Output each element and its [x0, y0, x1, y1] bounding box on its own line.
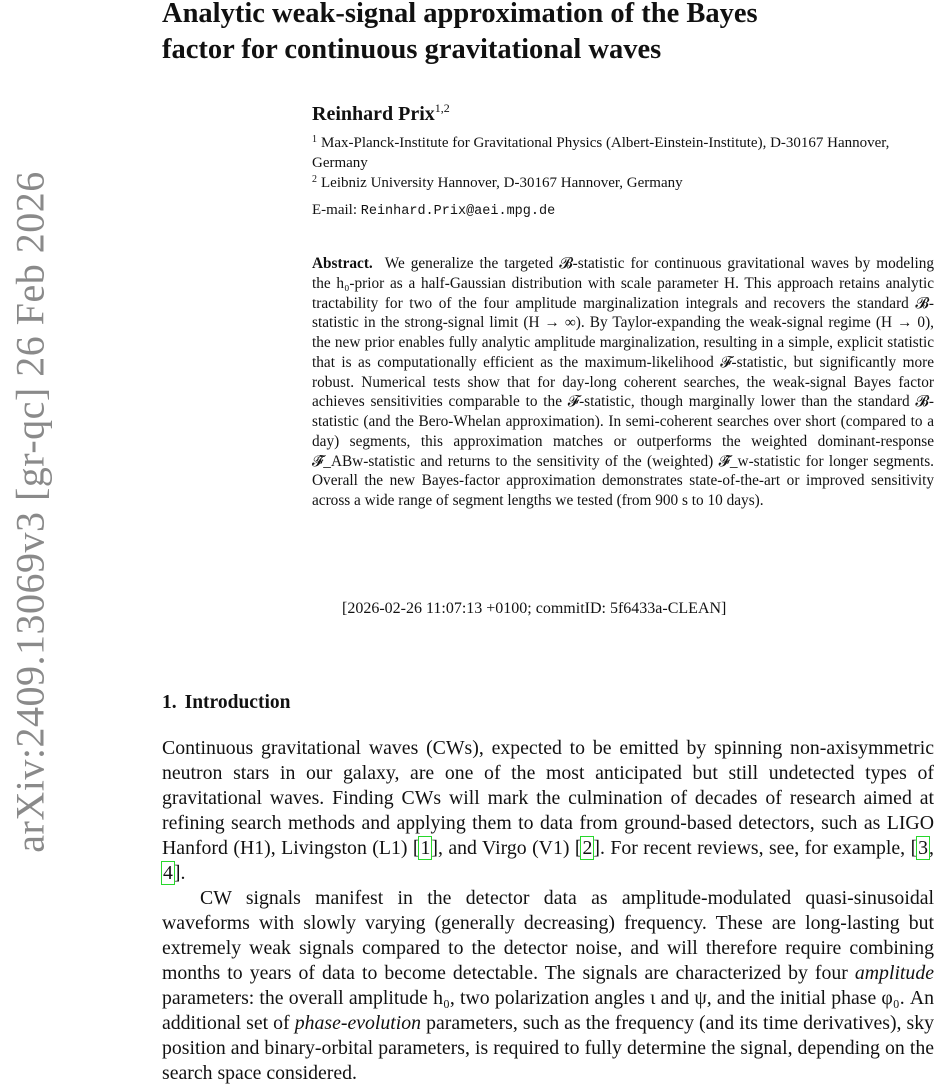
citation-link[interactable]: 2: [582, 837, 593, 859]
section-title: Introduction: [184, 692, 291, 713]
abstract: [312, 254, 934, 511]
affiliation-text: Max-Planck-Institute for Gravitational Physics (Albert-Einstein-Institute), D-30167 Hannover, Germany: [312, 135, 890, 171]
email-address[interactable]: Reinhard.Prix@aei.mpg.de: [360, 204, 556, 219]
abstract-text: We generalize the targeted 𝓑-statistic for continuous gravitational waves by modeling the h₀-prior as a half-Gaussian distribution with scale parameter H. This approach retains analytic tractability for two of the four amplitude marginalization integrals and recovers the standard 𝓑-statistic in the strong-signal limit (H → ∞). By Taylor-expanding the weak-signal regime (H → 0), the new prior enables fully analytic amplitude marginalization, resulting in a simple, explicit statistic that is as computationally efficient as the maximum-likelihood 𝓕-statistic, but significantly more robust. Numerical tests show that for day-long coherent searches, the weak-signal Bayes factor achieves sensitivities comparable to the 𝓕-statistic, though marginally lower than the standard 𝓑-statistic (and the Bero-Whelan approximation). In semi-coherent searches over short (compared to a day) segments, this approximation matches or outperforms the weighted dominant-response 𝓕̂_ABw-statistic and returns to the sensitivity of the (weighted) 𝓕̂_w-statistic for longer segments. Overall the new Bayes-factor approximation demonstrates state-of-the-art or improved sensitivity across a wide range of segment lengths we tested (from 900 s to 10 days).: [312, 255, 934, 509]
text-run: ,: [929, 837, 934, 859]
author-affil-marks: 1,2: [434, 101, 450, 115]
text-run: parameters: the overall amplitude h₀, two polarization angles ι and ψ, and the initial phase φ₀. An additional set of: [162, 987, 934, 1034]
arxiv-identifier: arXiv:2409.13069v3 [gr-qc] 26 Feb 2026: [7, 171, 53, 853]
citation-link[interactable]: 4: [163, 862, 173, 884]
affiliation-1: [312, 130, 932, 173]
text-run: Continuous gravitational waves (CWs), expected to be emitted by spinning non-axisymmetric neutron stars in our galaxy, are one of the most anticipated but still undetected types of gravitational waves. Finding CWs will mark the culmination of decades of research aimed at refining search methods and applying them to data from ground-based detectors, such as LIGO Hanford (H1), Livingston (L1): [162, 737, 934, 859]
emphasis: amplitude: [854, 962, 934, 984]
intro-paragraph-2: [162, 886, 934, 1086]
text-run: . For recent reviews, see, for example,: [599, 837, 911, 859]
title-line: Analytic weak-signal approximation of the Bayes: [162, 0, 758, 29]
affiliation-mark: 2: [312, 174, 317, 185]
intro-paragraph-1: Continuous gravitational waves (CWs), expected to be emitted by spinning non-axisymmetric neutron stars in our galaxy, are one of the most anticipated but still undetected types of gravitational waves. Finding CWs will mark the culmination of decades of research aimed at refining search methods and applying them to data from ground-based detectors, such as LIGO Hanford (H1), Livingston (L1) [1], and Virgo (V1) [2]. For recent reviews, see, for example, [3, 4].: [162, 737, 934, 884]
section-heading: [162, 692, 290, 714]
abstract-heading: Abstract.: [312, 255, 373, 272]
commit-stamp: [2026-02-26 11:07:13 +0100; commitID: 5f6433a-CLEAN]: [342, 600, 727, 617]
author-name-text: Reinhard Prix: [312, 103, 435, 125]
text-run: CW signals manifest in the detector data as amplitude-modulated quasi-sinusoidal waveforms with slowly varying (generally decreasing) frequency. These are long-lasting but extremely weak signals compared to the detector noise, and will therefore require combining months to years of data to become detectable. The signals are characterized by four: [162, 887, 934, 984]
email-label: E-mail:: [312, 202, 357, 218]
paper-title: [162, 0, 902, 68]
affiliation-mark: 1: [312, 134, 317, 145]
affiliation-2: [312, 170, 932, 193]
text-run: parameters, such as the frequency (and its time derivatives), sky position and binary-orbital parameters, is required to fully determine the signal, depending on the search space considered.: [162, 1012, 934, 1084]
email-line: [312, 202, 555, 219]
arxiv-stamp: [0, 0, 60, 1084]
citation-link[interactable]: 3: [918, 837, 929, 859]
citation-link[interactable]: 1: [420, 837, 431, 859]
title-line: factor for continuous gravitational waves: [162, 34, 662, 65]
affiliation-text: Leibniz University Hannover, D-30167 Hannover, Germany: [321, 175, 683, 191]
text-run: , and Virgo (V1): [437, 837, 575, 859]
author-name: [312, 101, 450, 126]
emphasis: phase-evolution: [294, 1012, 422, 1034]
text-run: .: [180, 862, 186, 884]
section-number: 1.: [162, 692, 177, 713]
